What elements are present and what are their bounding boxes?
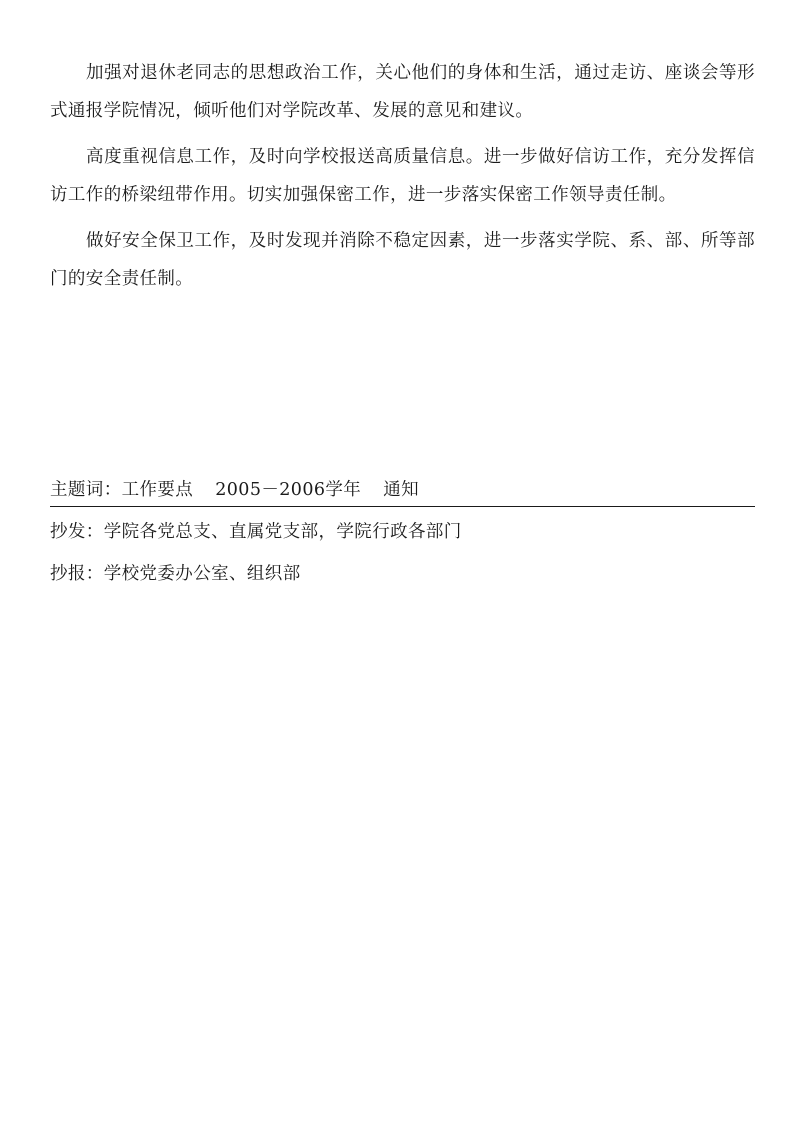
subject-label: 主题词： — [50, 480, 122, 500]
cc-recipients: 学院各党总支、直属党支部，学院行政各部门 — [103, 522, 462, 542]
divider-rule — [50, 506, 755, 507]
subject-keyword: 2005－2006学年 — [215, 480, 362, 500]
paragraph-security-work: 做好安全保卫工作，及时发现并消除不稳定因素，进一步落实学院、系、部、所等部门的安全责任制。 — [50, 231, 755, 289]
paragraph-retirees: 加强对退休老同志的思想政治工作，关心他们的身体和生活，通过走访、座谈会等形式通报学院情况，倾听他们对学院改革、发展的意见和建议。 — [50, 63, 755, 121]
paragraph-information-work: 高度重视信息工作，及时向学校报送高质量信息。进一步做好信访工作，充分发挥信访工作的桥梁纽带作用。切实加强保密工作，进一步落实保密工作领导责任制。 — [50, 147, 755, 205]
report-label: 抄报： — [50, 564, 104, 584]
subject-keywords-line — [50, 474, 755, 506]
cc-label: 抄发： — [50, 522, 104, 542]
subject-keyword: 工作要点 — [121, 480, 194, 500]
cc-line — [50, 516, 755, 548]
report-recipients: 学校党委办公室、组织部 — [103, 564, 301, 584]
document-body — [50, 54, 755, 306]
report-line — [50, 558, 755, 590]
subject-keyword: 通知 — [383, 480, 420, 500]
